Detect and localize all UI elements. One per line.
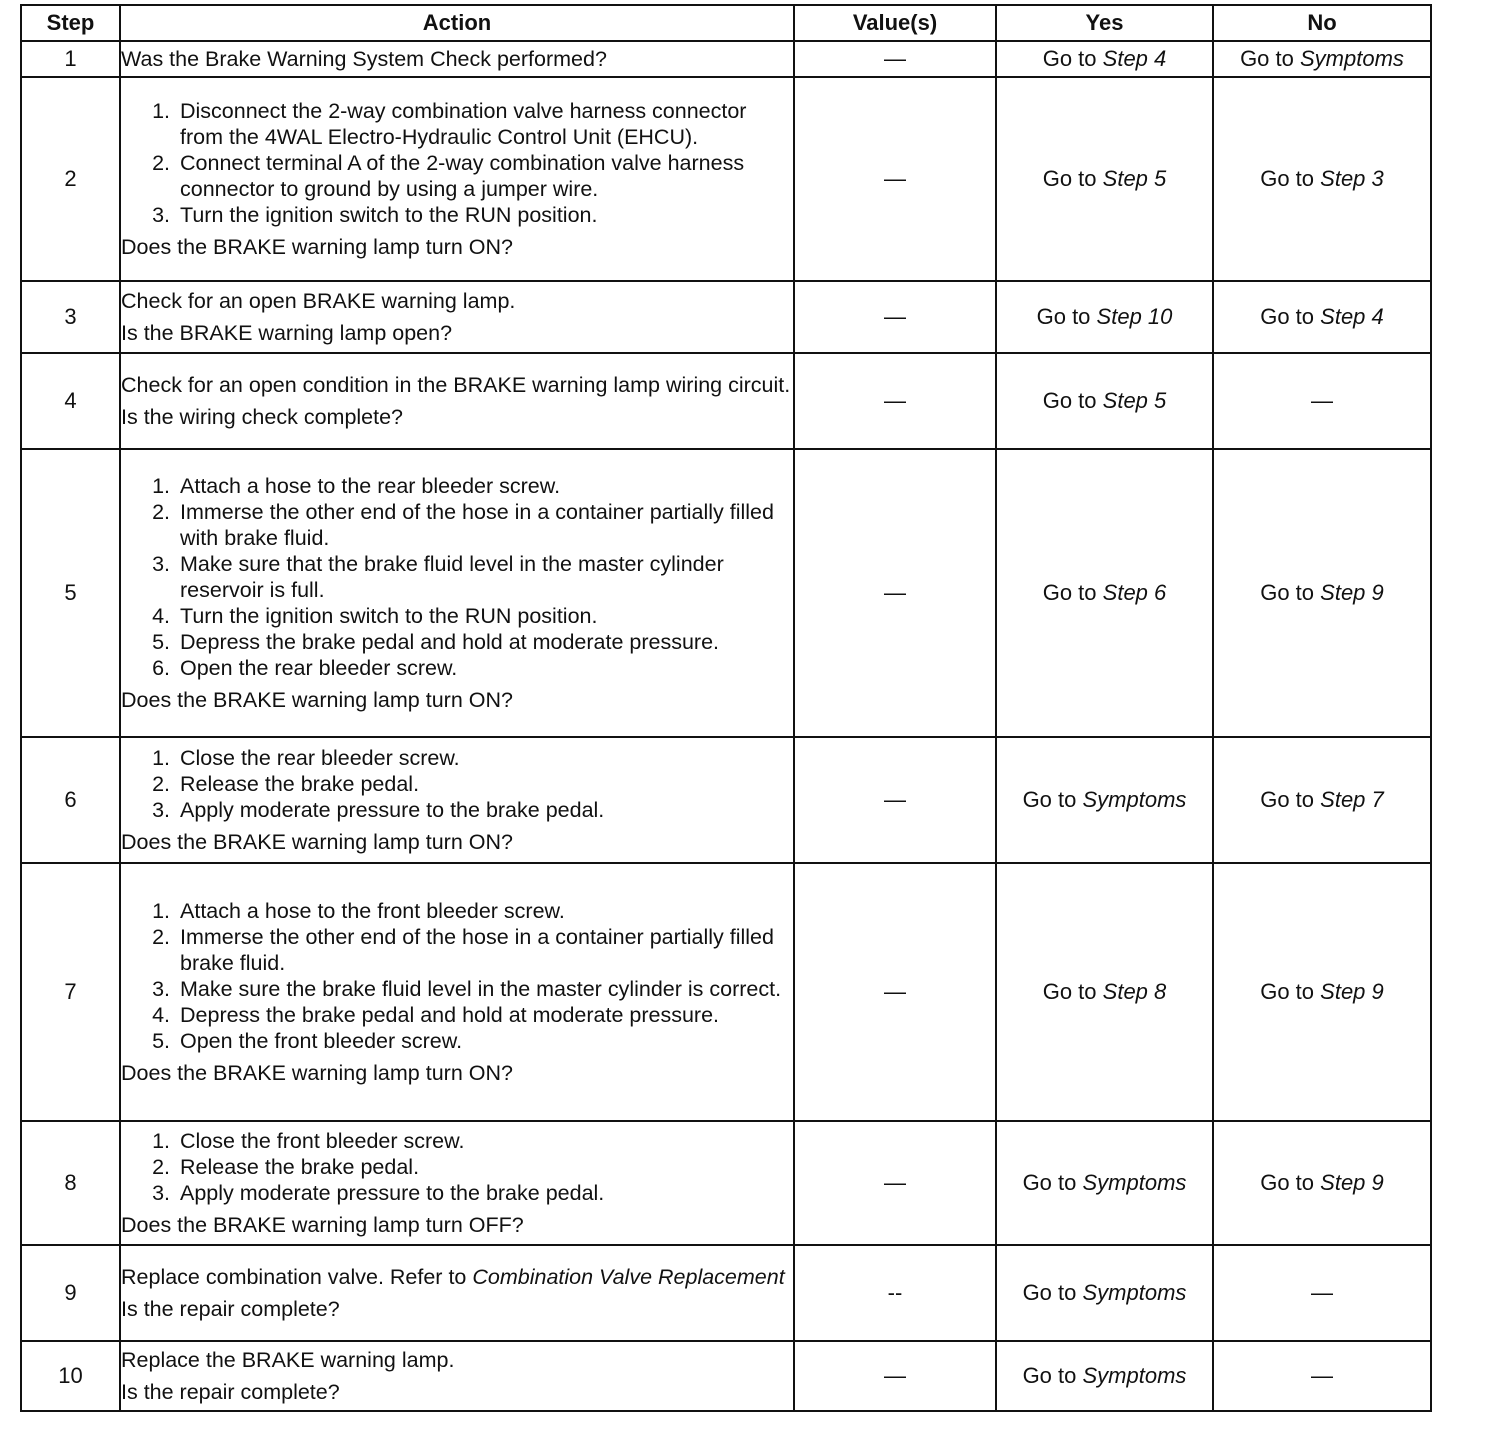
value-cell: — bbox=[794, 41, 996, 77]
goto-label: Go to bbox=[1260, 1170, 1315, 1195]
step-number: 3 bbox=[21, 281, 120, 353]
value-cell: — bbox=[794, 863, 996, 1121]
action-cell bbox=[120, 1341, 794, 1411]
action-text: Was the Brake Warning System Check performed? bbox=[121, 47, 607, 71]
yes-target: Step 10 bbox=[1096, 304, 1173, 329]
no-cell bbox=[1213, 77, 1431, 281]
no-cell: — bbox=[1213, 353, 1431, 449]
list-item: 1. Attach a hose to the rear bleeder screw. bbox=[176, 473, 793, 499]
action-cell bbox=[120, 863, 794, 1121]
step-number: 8 bbox=[21, 1121, 120, 1245]
goto-label: Go to bbox=[1022, 1170, 1077, 1195]
no-target: Step 7 bbox=[1320, 787, 1384, 812]
action-question: Does the BRAKE warning lamp turn ON? bbox=[121, 235, 513, 259]
goto-label: Go to bbox=[1022, 787, 1077, 812]
action-question: Is the wiring check complete? bbox=[121, 405, 404, 429]
goto-label: Go to bbox=[1260, 979, 1315, 1004]
yes-target: Symptoms bbox=[1082, 787, 1187, 812]
goto-label: Go to bbox=[1022, 1280, 1077, 1305]
no-target: Step 3 bbox=[1320, 166, 1384, 191]
goto-label: Go to bbox=[1260, 787, 1315, 812]
no-cell bbox=[1213, 41, 1431, 77]
list-item: 3. Make sure that the brake fluid level in the master cylinder reservoir is full. bbox=[176, 551, 793, 603]
action-cell bbox=[120, 41, 794, 77]
header-action: Action bbox=[120, 5, 794, 41]
step-number: 1 bbox=[21, 41, 120, 77]
action-cell bbox=[120, 1121, 794, 1245]
header-value: Value(s) bbox=[794, 5, 996, 41]
list-item: 3. Turn the ignition switch to the RUN position. bbox=[176, 202, 793, 228]
value-cell: — bbox=[794, 353, 996, 449]
value-cell: — bbox=[794, 1121, 996, 1245]
yes-cell bbox=[996, 1121, 1213, 1245]
goto-label: Go to bbox=[1042, 580, 1097, 605]
table-row bbox=[21, 863, 1431, 1121]
list-item: 3. Make sure the brake fluid level in the master cylinder is correct. bbox=[176, 976, 793, 1002]
list-item: 4. Depress the brake pedal and hold at moderate pressure. bbox=[176, 1002, 793, 1028]
action-cell bbox=[120, 77, 794, 281]
yes-target: Symptoms bbox=[1082, 1280, 1187, 1305]
step-number: 6 bbox=[21, 737, 120, 863]
no-target: Step 9 bbox=[1320, 979, 1384, 1004]
action-question: Is the BRAKE warning lamp open? bbox=[121, 321, 453, 345]
action-question: Does the BRAKE warning lamp turn ON? bbox=[121, 688, 513, 712]
value-cell: — bbox=[794, 281, 996, 353]
value-cell: -- bbox=[794, 1245, 996, 1341]
yes-target: Symptoms bbox=[1082, 1170, 1187, 1195]
no-cell bbox=[1213, 1121, 1431, 1245]
table-row bbox=[21, 1121, 1431, 1245]
value-cell: — bbox=[794, 737, 996, 863]
action-list bbox=[121, 98, 793, 228]
action-list bbox=[121, 898, 793, 1054]
no-target: Symptoms bbox=[1300, 46, 1404, 71]
action-text: Check for an open condition in the BRAKE warning lamp wiring circuit. bbox=[121, 373, 791, 397]
yes-target: Step 4 bbox=[1102, 46, 1167, 71]
list-item: 3. Apply moderate pressure to the brake pedal. bbox=[176, 797, 793, 823]
list-item: 6. Open the rear bleeder screw. bbox=[176, 655, 793, 681]
table-row bbox=[21, 737, 1431, 863]
yes-target: Step 5 bbox=[1102, 388, 1167, 413]
list-item: 2. Release the brake pedal. bbox=[176, 771, 793, 797]
list-item: 2. Immerse the other end of the hose in a container partially filled brake fluid. bbox=[176, 924, 793, 976]
yes-cell bbox=[996, 281, 1213, 353]
step-number: 4 bbox=[21, 353, 120, 449]
action-list bbox=[121, 1128, 793, 1206]
no-target: Step 9 bbox=[1320, 580, 1384, 605]
goto-label: Go to bbox=[1260, 166, 1315, 191]
list-item: 2. Connect terminal A of the 2-way combination valve harness connector to ground by using a jumper wire. bbox=[176, 150, 793, 202]
yes-cell bbox=[996, 737, 1213, 863]
no-cell: — bbox=[1213, 1245, 1431, 1341]
yes-target: Step 6 bbox=[1102, 580, 1167, 605]
header-step: Step bbox=[21, 5, 120, 41]
no-cell: — bbox=[1213, 1341, 1431, 1411]
value-cell: — bbox=[794, 449, 996, 737]
no-target: Step 4 bbox=[1320, 304, 1384, 329]
value-cell: — bbox=[794, 77, 996, 281]
table-row bbox=[21, 41, 1431, 77]
list-item: 2. Immerse the other end of the hose in a container partially filled with brake fluid. bbox=[176, 499, 793, 551]
goto-label: Go to bbox=[1036, 304, 1091, 329]
list-item: 5. Open the front bleeder screw. bbox=[176, 1028, 793, 1054]
yes-cell bbox=[996, 863, 1213, 1121]
table-row bbox=[21, 1245, 1431, 1341]
action-question: Is the repair complete? bbox=[121, 1297, 340, 1321]
action-list bbox=[121, 745, 793, 823]
goto-label: Go to bbox=[1042, 979, 1097, 1004]
yes-target: Step 5 bbox=[1102, 166, 1167, 191]
reference-link: Combination Valve Replacement bbox=[472, 1265, 785, 1289]
yes-cell bbox=[996, 353, 1213, 449]
header-row bbox=[21, 5, 1431, 41]
no-cell bbox=[1213, 863, 1431, 1121]
table-row bbox=[21, 281, 1431, 353]
list-item: 1. Attach a hose to the front bleeder screw. bbox=[176, 898, 793, 924]
no-target: Step 9 bbox=[1320, 1170, 1384, 1195]
table-row bbox=[21, 353, 1431, 449]
list-item: 1. Close the rear bleeder screw. bbox=[176, 745, 793, 771]
action-cell bbox=[120, 281, 794, 353]
action-question: Is the repair complete? bbox=[121, 1380, 340, 1404]
header-no: No bbox=[1213, 5, 1431, 41]
list-item: 1. Disconnect the 2-way combination valve harness connector from the 4WAL Electro-Hydraulic Control Unit (EHCU). bbox=[176, 98, 793, 150]
action-text: Check for an open BRAKE warning lamp. bbox=[121, 289, 516, 313]
yes-cell bbox=[996, 1245, 1213, 1341]
step-number: 2 bbox=[21, 77, 120, 281]
action-cell bbox=[120, 737, 794, 863]
list-item: 4. Turn the ignition switch to the RUN position. bbox=[176, 603, 793, 629]
list-item: 3. Apply moderate pressure to the brake pedal. bbox=[176, 1180, 793, 1206]
action-question: Does the BRAKE warning lamp turn ON? bbox=[121, 1061, 513, 1085]
yes-cell bbox=[996, 41, 1213, 77]
action-list bbox=[121, 473, 793, 681]
table-row bbox=[21, 449, 1431, 737]
goto-label: Go to bbox=[1022, 1363, 1077, 1388]
goto-label: Go to bbox=[1042, 46, 1097, 71]
yes-cell bbox=[996, 449, 1213, 737]
table-row bbox=[21, 1341, 1431, 1411]
list-item: 1. Close the front bleeder screw. bbox=[176, 1128, 793, 1154]
table-row bbox=[21, 77, 1431, 281]
yes-cell bbox=[996, 77, 1213, 281]
goto-label: Go to bbox=[1260, 304, 1315, 329]
goto-label: Go to bbox=[1042, 166, 1097, 191]
step-number: 10 bbox=[21, 1341, 120, 1411]
action-cell bbox=[120, 1245, 794, 1341]
action-text-main: Replace combination valve. Refer to bbox=[121, 1265, 467, 1289]
step-number: 5 bbox=[21, 449, 120, 737]
goto-label: Go to bbox=[1240, 46, 1294, 71]
no-cell bbox=[1213, 737, 1431, 863]
no-cell bbox=[1213, 449, 1431, 737]
yes-cell bbox=[996, 1341, 1213, 1411]
header-yes: Yes bbox=[996, 5, 1213, 41]
action-cell bbox=[120, 353, 794, 449]
no-cell bbox=[1213, 281, 1431, 353]
list-item: 5. Depress the brake pedal and hold at moderate pressure. bbox=[176, 629, 793, 655]
yes-target: Step 8 bbox=[1102, 979, 1167, 1004]
goto-label: Go to bbox=[1260, 580, 1315, 605]
action-cell bbox=[120, 449, 794, 737]
value-cell: — bbox=[794, 1341, 996, 1411]
list-item: 2. Release the brake pedal. bbox=[176, 1154, 793, 1180]
yes-target: Symptoms bbox=[1082, 1363, 1187, 1388]
table-body bbox=[21, 41, 1431, 1411]
diagnostic-table bbox=[20, 4, 1432, 1412]
action-text bbox=[121, 1264, 793, 1290]
goto-label: Go to bbox=[1042, 388, 1097, 413]
step-number: 7 bbox=[21, 863, 120, 1121]
action-question: Does the BRAKE warning lamp turn OFF? bbox=[121, 1213, 524, 1237]
action-text: Replace the BRAKE warning lamp. bbox=[121, 1348, 455, 1372]
action-question: Does the BRAKE warning lamp turn ON? bbox=[121, 830, 513, 854]
step-number: 9 bbox=[21, 1245, 120, 1341]
